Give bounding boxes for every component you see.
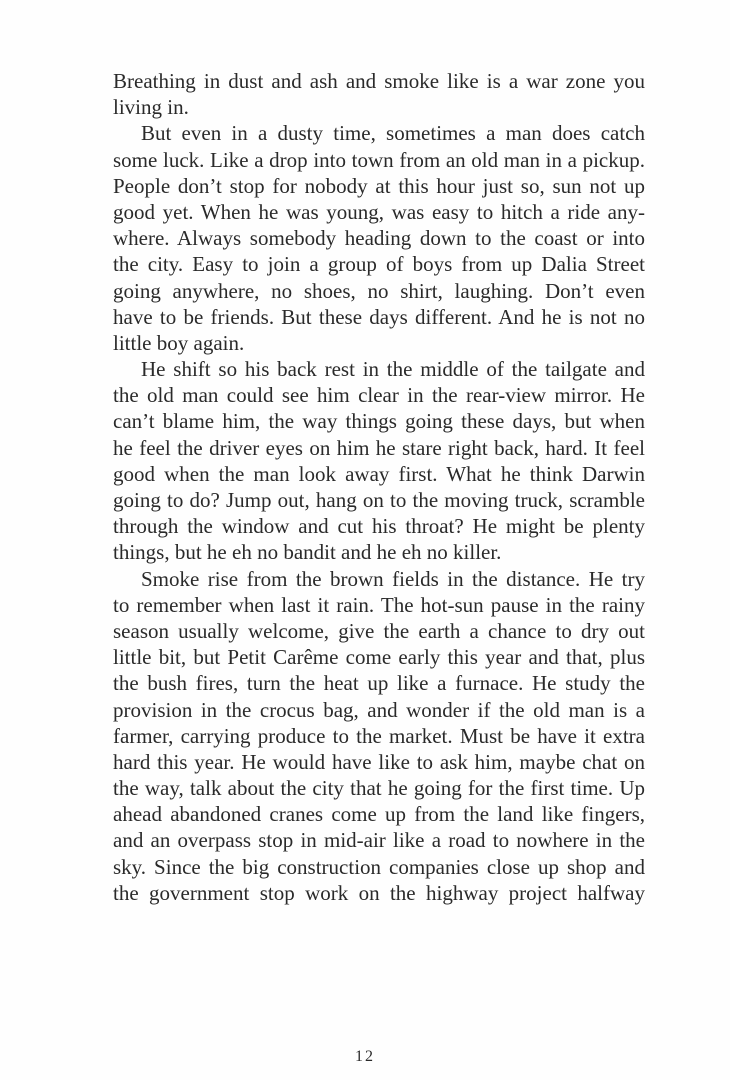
text-line: some luck. Like a drop into town from an old man in a pickup. (113, 147, 645, 172)
text-line: Breathing in dust and ash and smoke like is a war zone you (113, 69, 645, 93)
text-line: and an overpass stop in mid-air like a road to nowhere in the (113, 828, 645, 853)
text-line: the bush fires, turn the heat up like a furnace. He study the (113, 671, 645, 696)
text-line: the old man could see him clear in the rear-view mirror. He (113, 383, 645, 408)
text-line: the government stop work on the highway project halfway (113, 880, 645, 905)
text-line: living in. (113, 95, 189, 120)
text-line: He shift so his back rest in the middle of the tailgate and (141, 357, 645, 382)
paragraph (113, 356, 645, 566)
text-line: People don’t stop for nobody at this hour just so, sun not up (113, 173, 645, 198)
text-line: good when the man look away first. What he think Darwin (113, 461, 645, 486)
text-line: going anywhere, no shoes, no shirt, laughing. Don’t even (113, 278, 645, 303)
text-line: going to do? Jump out, hang on to the moving truck, scramble (113, 488, 645, 512)
text-line: he feel the driver eyes on him he stare right back, hard. It feel (113, 435, 645, 460)
text-line: season usually welcome, give the earth a chance to dry out (113, 618, 645, 643)
text-line: can’t blame him, the way things going these days, but when (113, 409, 645, 434)
text-line: But even in a dusty time, sometimes a man does catch (141, 121, 645, 146)
text-line: have to be friends. But these days different. And he is not no (113, 304, 645, 329)
text-line: the way, talk about the city that he going for the first time. Up (113, 776, 645, 801)
text-line: to remember when last it rain. The hot-sun pause in the rainy (113, 592, 645, 617)
text-line: ahead abandoned cranes come up from the land like fingers, (113, 802, 645, 827)
text-line: the city. Easy to join a group of boys from up Dalia Street (113, 252, 645, 277)
body-text (113, 68, 645, 906)
text-line: little bit, but Petit Carême come early this year and that, plus (113, 645, 645, 670)
text-line: where. Always somebody heading down to the coast or into (113, 226, 645, 251)
text-line: things, but he eh no bandit and he eh no killer. (113, 540, 502, 565)
paragraph (113, 566, 645, 906)
text-line: hard this year. He would have like to ask him, maybe chat on (113, 749, 645, 774)
text-line: provision in the crocus bag, and wonder if the old man is a (113, 697, 645, 722)
text-line: farmer, carrying produce to the market. Must be have it extra (113, 723, 645, 748)
text-line: Smoke rise from the brown fields in the distance. He try (141, 566, 645, 591)
text-line: sky. Since the big construction companies close up shop and (113, 854, 645, 879)
text-line: through the window and cut his throat? He might be plenty (113, 514, 645, 539)
page-number: 12 (355, 1048, 375, 1065)
paragraph (113, 120, 645, 356)
paragraph (113, 68, 645, 120)
text-line: little boy again. (113, 330, 245, 355)
text-line: good yet. When he was young, was easy to hitch a ride any- (113, 199, 645, 224)
